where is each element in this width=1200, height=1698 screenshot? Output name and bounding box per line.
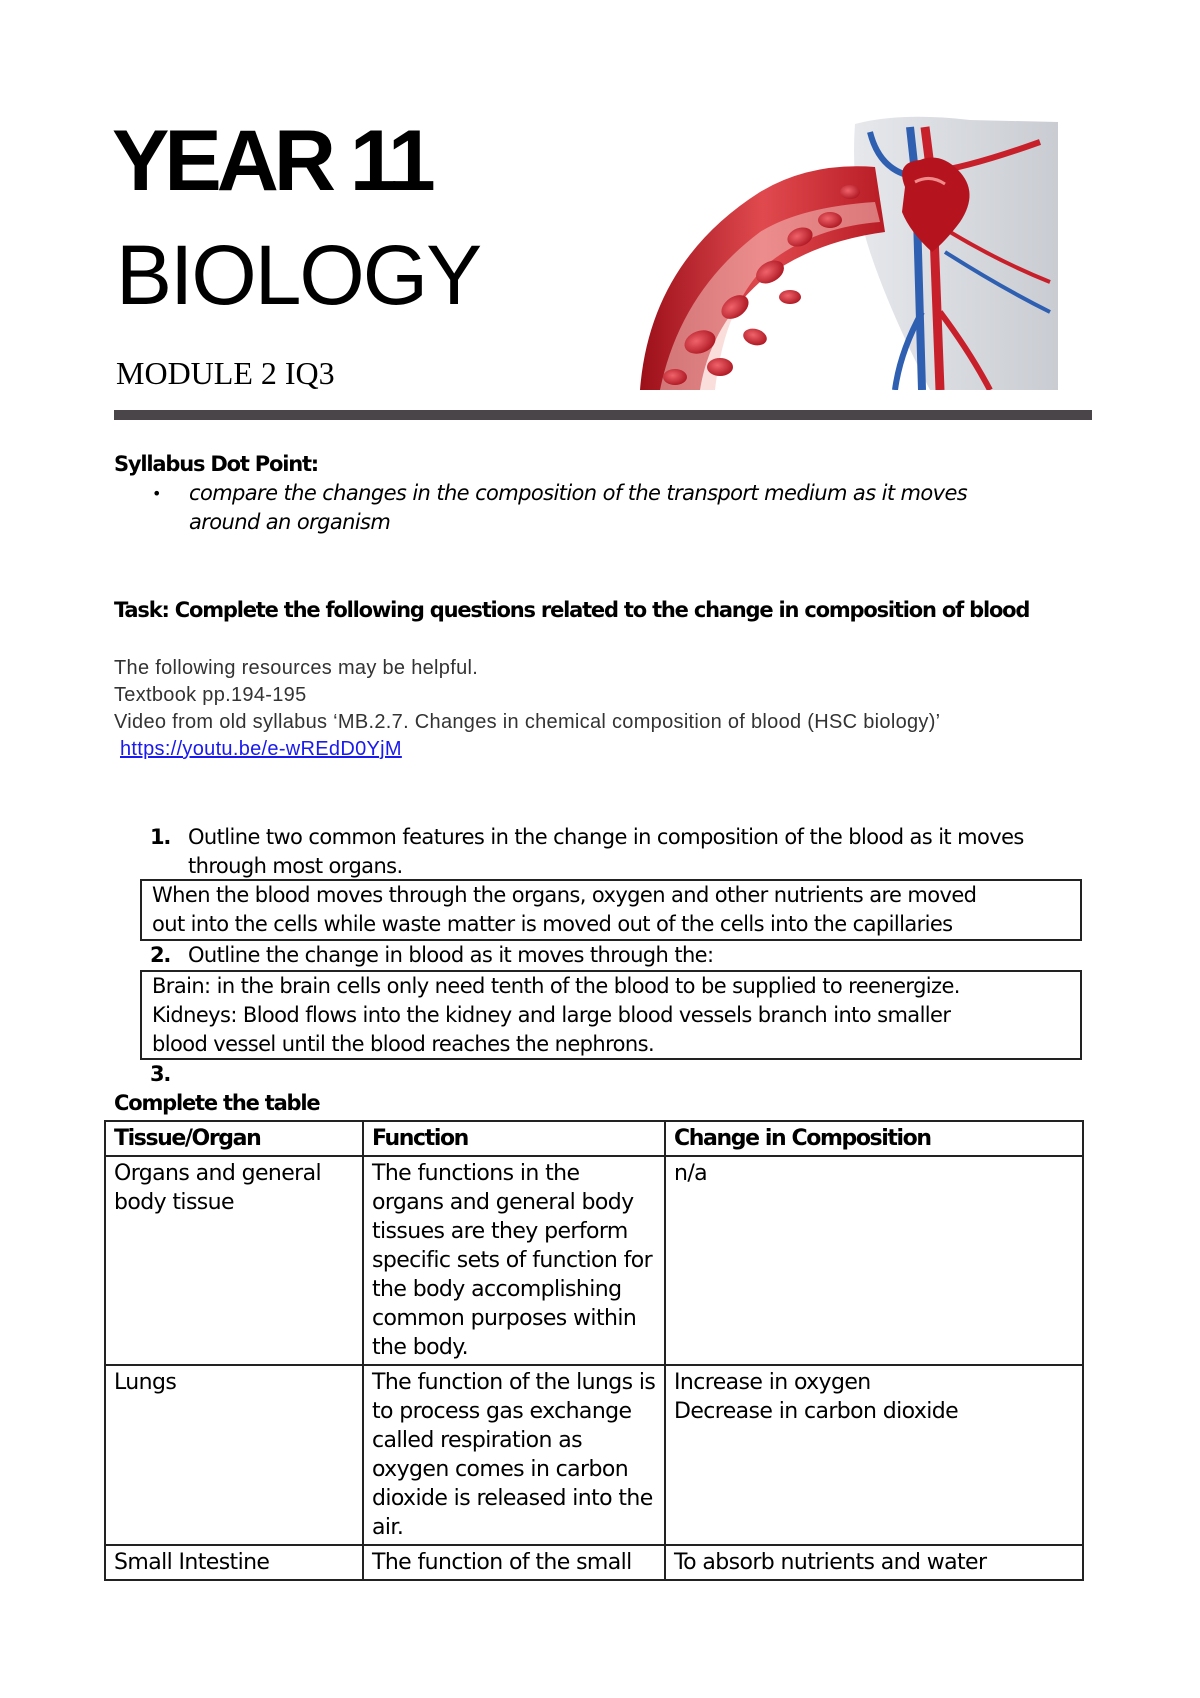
- question-2-text: Outline the change in blood as it moves through the:: [188, 943, 714, 967]
- answer-2-line3: blood vessel until the blood reaches the nephrons.: [152, 1032, 655, 1056]
- textbook-reference: Textbook pp.194-195: [114, 684, 307, 706]
- table-header-row: [105, 1121, 1083, 1156]
- table-cell-change-line1: n/a: [674, 1161, 708, 1186]
- table-cell-change-line2: Decrease in carbon dioxide: [674, 1399, 959, 1424]
- table-cell-organ[interactable]: Lungs: [105, 1365, 363, 1545]
- bullet-icon: •: [152, 484, 161, 503]
- question-1-line1: Outline two common features in the change in composition of the blood as it moves: [188, 825, 1024, 849]
- table-header-change: Change in Composition: [665, 1121, 1083, 1156]
- syllabus-point-line1: compare the changes in the composition of the transport medium as it moves: [189, 481, 968, 505]
- header-divider: [114, 410, 1092, 420]
- table-header-function: Function: [363, 1121, 665, 1156]
- table-cell-change[interactable]: [665, 1156, 1083, 1365]
- question-1-line2: through most organs.: [188, 854, 403, 878]
- table-cell-function[interactable]: The functions in the organs and general body tissues are they perform specific sets of function for the body accomplishing common purposes within the body.: [363, 1156, 665, 1365]
- question-3-number: 3.: [150, 1062, 171, 1086]
- table-cell-function[interactable]: The function of the small: [363, 1545, 665, 1580]
- composition-table: [104, 1120, 1084, 1581]
- table-cell-change[interactable]: [665, 1545, 1083, 1580]
- answer-2-line1: Brain: in the brain cells only need tenth of the blood to be supplied to reenergize.: [152, 974, 960, 998]
- table-row: [105, 1365, 1083, 1545]
- table-cell-change-line1: Increase in oxygen: [674, 1370, 871, 1395]
- table-cell-function[interactable]: The function of the lungs is to process gas exchange called respiration as oxygen comes in carbon dioxide is released into the air.: [363, 1365, 665, 1545]
- table-cell-change[interactable]: [665, 1365, 1083, 1545]
- video-link[interactable]: https://youtu.be/e-wREdD0YjM: [120, 738, 402, 760]
- table-cell-change-line1: To absorb nutrients and water: [674, 1550, 987, 1575]
- answer-1-line2: out into the cells while waste matter is moved out of the cells into the capillaries: [152, 912, 953, 936]
- task-heading: Task: Complete the following questions related to the change in composition of blood: [114, 598, 1030, 622]
- syllabus-point-line2: around an organism: [189, 510, 391, 534]
- answer-1-line1: When the blood moves through the organs, oxygen and other nutrients are moved: [152, 883, 977, 907]
- video-reference: Video from old syllabus ‘MB.2.7. Changes in chemical composition of blood (HSC biology)’: [114, 711, 941, 733]
- title-year: YEAR 11: [112, 113, 431, 209]
- table-header-organ: Tissue/Organ: [105, 1121, 363, 1156]
- title-subject: BIOLOGY: [116, 228, 481, 322]
- table-cell-organ[interactable]: Organs and general body tissue: [105, 1156, 363, 1365]
- answer-2-box[interactable]: [140, 970, 1082, 1060]
- question-3-text: Complete the table: [114, 1091, 320, 1115]
- answer-1-box[interactable]: [140, 879, 1082, 941]
- circulatory-system-illustration: [640, 112, 1060, 390]
- question-2-number: 2.: [150, 943, 171, 967]
- module-label: MODULE 2 IQ3: [116, 355, 335, 391]
- syllabus-heading: Syllabus Dot Point:: [114, 452, 318, 476]
- table-row: [105, 1156, 1083, 1365]
- table-cell-organ[interactable]: Small Intestine: [105, 1545, 363, 1580]
- question-1-number: 1.: [150, 825, 171, 849]
- table-row: [105, 1545, 1083, 1580]
- answer-2-line2: Kidneys: Blood flows into the kidney and large blood vessels branch into smaller: [152, 1003, 951, 1027]
- resources-intro: The following resources may be helpful.: [114, 657, 479, 679]
